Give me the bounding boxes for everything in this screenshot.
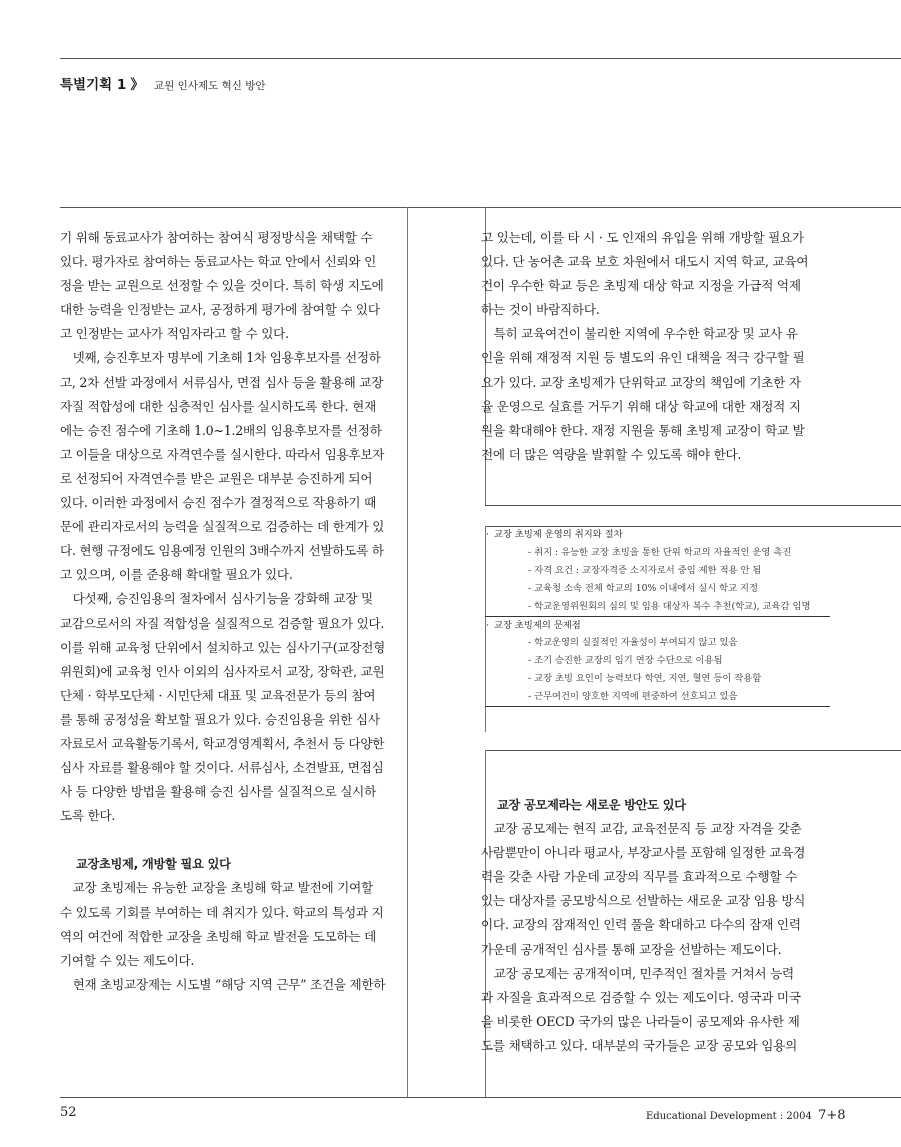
text-line: 에는 승진 점수에 기초해 1.0~1.2배의 임용후보자를 선정하 bbox=[60, 422, 382, 438]
text-line: 대한 능력을 인정받는 교사, 공정하게 평가에 참여할 수 있다 bbox=[60, 302, 380, 318]
info-item: - 취지 : 유능한 교장 초빙을 통한 단위 학교의 자율적인 운영 촉진 bbox=[528, 546, 792, 558]
text-line: 가운데 공개적인 심사를 통해 교장을 선발하는 제도이다. bbox=[481, 941, 782, 957]
text-line: 이를 위해 교육청 단위에서 설치하고 있는 심사기구(교장전형 bbox=[60, 639, 386, 655]
info-box bbox=[485, 526, 830, 707]
journal-issue: 7+8 bbox=[818, 1108, 846, 1123]
page-number: 52 bbox=[60, 1105, 77, 1120]
text-line: 교감으로서의 자질 적합성을 실질적으로 검증할 필요가 있다. bbox=[60, 615, 385, 631]
text-line: 교장 초빙제는 유능한 교장을 초빙해 학교 발전에 기여할 bbox=[72, 880, 373, 896]
text-line: 하는 것이 바람직하다. bbox=[481, 302, 600, 318]
text-line: 고, 2차 선발 과정에서 서류심사, 면접 심사 등을 활용해 교장 bbox=[60, 374, 384, 390]
text-line: 고 인정받는 교사가 적임자라고 할 수 있다. bbox=[60, 326, 289, 342]
column-divider bbox=[407, 207, 408, 1097]
text-line: 로 선정되어 자격연수를 받은 교원은 대부분 승진하게 되어 bbox=[60, 470, 373, 486]
text-line: 원을 확대해야 한다. 재정 지원을 통해 초빙제 교장이 학교 발 bbox=[481, 422, 805, 438]
text-line: 기 위해 동료교사가 참여하는 참여식 평정방식을 채택할 수 bbox=[60, 230, 373, 245]
text-line: 단체 · 학부모단체 · 시민단체 대표 및 교육전문가 등의 참여 bbox=[60, 687, 376, 703]
journal-footer bbox=[646, 1108, 846, 1123]
text-line: 문에 관리자로서의 능력을 실질적으로 검증하는 데 한계가 있 bbox=[60, 519, 385, 535]
text-line: 인을 위해 재정적 지원 등 별도의 유인 대책을 적극 강구할 필 bbox=[481, 350, 805, 366]
text-line: 사 등 다양한 방법을 활용해 승진 심사를 실질적으로 실시하 bbox=[60, 784, 376, 800]
text-line: 현재 초빙교장제는 시도별 “해당 지역 근무” 조건을 제한하 bbox=[72, 976, 386, 992]
text-line: 과 자질을 효과적으로 검증할 수 있는 제도이다. 영국과 미국 bbox=[481, 989, 801, 1005]
text-line: 정을 받는 교원으로 선정할 수 있을 것이다. 특히 학생 지도에 bbox=[60, 278, 384, 294]
right-column-bottom bbox=[481, 793, 831, 1058]
info-item: - 조기 승진한 교장의 임기 연장 수단으로 이용됨 bbox=[528, 655, 723, 667]
text-line: 위원회)에 교육청 인사 이외의 심사자로서 교장, 장학관, 교원 bbox=[60, 663, 385, 679]
text-line: 있다. 단 농어촌 교육 보호 차원에서 대도시 지역 학교, 교육여 bbox=[481, 254, 809, 270]
text-line: 이다. 교장의 잠재적인 인력 풀을 확대하고 다수의 잠재 인력 bbox=[481, 917, 801, 933]
section-heading: 교장 공모제라는 새로운 방안도 있다 bbox=[497, 798, 686, 812]
series-label: 특별기획 1 bbox=[60, 77, 127, 93]
left-column bbox=[60, 226, 405, 997]
text-line: 력을 갖춘 사람 가운데 교장의 직무를 효과적으로 수행할 수 bbox=[481, 869, 797, 885]
text-line: 수 있도록 기회를 부여하는 데 취지가 있다. 학교의 특성과 지 bbox=[60, 904, 384, 920]
text-line: 자료로서 교육활동기록서, 학교경영계획서, 추천서 등 다양한 bbox=[60, 735, 385, 751]
text-line: 도록 한다. bbox=[60, 808, 116, 824]
text-line: 건이 우수한 학교 등은 초빙제 대상 학교 지정을 가급적 억제 bbox=[481, 278, 801, 294]
text-line: 고 있는데, 이를 타 시 · 도 인재의 유입을 위해 개방할 필요가 bbox=[481, 230, 804, 245]
info-item: - 근무여건이 양호한 지역에 편중하여 선호되고 있음 bbox=[528, 691, 738, 703]
info-item: - 교육청 소속 전체 학교의 10% 이내에서 실시 학교 지정 bbox=[528, 582, 759, 594]
text-line: 사람뿐만이 아니라 평교사, 부장교사를 포함해 일정한 교육경 bbox=[481, 845, 806, 861]
text-line: 도를 채택하고 있다. 대부분의 국가들은 교장 공모와 임용의 bbox=[481, 1037, 797, 1053]
text-line: 역의 여건에 적합한 교장을 초빙해 학교 발전을 도모하는 데 bbox=[60, 928, 376, 944]
text-line: 고 이들을 대상으로 자격연수를 실시한다. 따라서 임용후보자 bbox=[60, 446, 385, 462]
section-header bbox=[60, 73, 266, 93]
text-line: 있는 대상자를 공모방식으로 선발하는 새로운 교장 임용 방식 bbox=[481, 893, 806, 909]
text-line: 특히 교육여건이 불리한 지역에 우수한 학교장 및 교사 유 bbox=[493, 326, 798, 342]
footer-rule bbox=[60, 1097, 901, 1098]
info-item: - 학교운영위원회의 심의 및 임용 대상자 복수 추천(학교), 교육감 임명 bbox=[528, 600, 811, 612]
text-line: 넷째, 승진후보자 명부에 기초해 1차 임용후보자를 선정하 bbox=[72, 350, 381, 366]
text-line: 요가 있다. 교장 초빙제가 단위학교 교장의 책임에 기초한 자 bbox=[481, 374, 801, 390]
text-line: 을 비롯한 OECD 국가의 많은 나라들이 공모제와 유사한 제 bbox=[481, 1013, 800, 1029]
info-section-title: · 교장 초빙제 운영의 취지와 절차 bbox=[494, 526, 830, 544]
text-line: 율 운영으로 실효를 거두기 위해 대상 학교에 대한 재정적 지 bbox=[481, 398, 801, 414]
paragraph-gap bbox=[60, 828, 405, 852]
section-heading: 교장초빙제, 개방할 필요 있다 bbox=[76, 857, 231, 872]
info-section-purpose bbox=[485, 526, 830, 617]
text-line: 를 통해 공정성을 확보할 필요가 있다. 승진임용을 위한 심사 bbox=[60, 711, 380, 727]
right-bottom-top-rule bbox=[485, 750, 901, 751]
text-line: 다. 현행 규정에도 임용예정 인원의 3배수까지 선발하도록 하 bbox=[60, 543, 384, 559]
top-rule bbox=[60, 58, 901, 59]
text-line: 다섯째, 승진임용의 절차에서 심사기능을 강화해 교장 및 bbox=[72, 591, 373, 607]
text-line: 있다. 평가자로 참여하는 동료교사는 학교 안에서 신뢰와 인 bbox=[60, 254, 376, 270]
text-line: 교장 공모제는 공개적이며, 민주적인 절차를 거쳐서 능력 bbox=[493, 965, 794, 981]
journal-name: Educational Development : 2004 bbox=[646, 1111, 812, 1122]
right-column-top bbox=[481, 226, 831, 467]
text-line: 고 있으며, 이를 준용해 확대할 필요가 있다. bbox=[60, 567, 293, 583]
right-top-bottom-rule bbox=[485, 505, 901, 506]
info-item: - 교장 초빙 요인이 능력보다 학연, 지연, 혈연 등이 작용함 bbox=[528, 673, 762, 685]
info-item: - 자격 요건 : 교장자격증 소지자로서 중임 제한 적용 안 됨 bbox=[528, 564, 762, 576]
text-line: 있다. 이러한 과정에서 승진 점수가 결정적으로 작용하기 때 bbox=[60, 495, 376, 511]
text-line: 심사 자료를 활용해야 할 것이다. 서류심사, 소견발표, 면접심 bbox=[60, 760, 384, 776]
info-item: - 학교운영의 실질적인 자율성이 부여되지 않고 있음 bbox=[528, 637, 738, 649]
section-subtitle: 교원 인사제도 혁신 방안 bbox=[154, 80, 266, 92]
info-section-problems bbox=[485, 617, 830, 708]
series-arrow: 》 bbox=[130, 77, 144, 93]
text-line: 교장 공모제는 현직 교감, 교육전문직 등 교장 자격을 갖춘 bbox=[493, 821, 802, 837]
info-section-title: · 교장 초빙제의 문제점 bbox=[494, 617, 830, 635]
text-line: 기여할 수 있는 제도이다. bbox=[60, 952, 195, 968]
text-line: 전에 더 많은 역량을 발휘할 수 있도록 해야 한다. bbox=[481, 446, 742, 462]
header-bottom-rule bbox=[60, 207, 901, 208]
text-line: 자질 적합성에 대한 심층적인 심사를 실시하도록 한다. 현재 bbox=[60, 398, 376, 414]
